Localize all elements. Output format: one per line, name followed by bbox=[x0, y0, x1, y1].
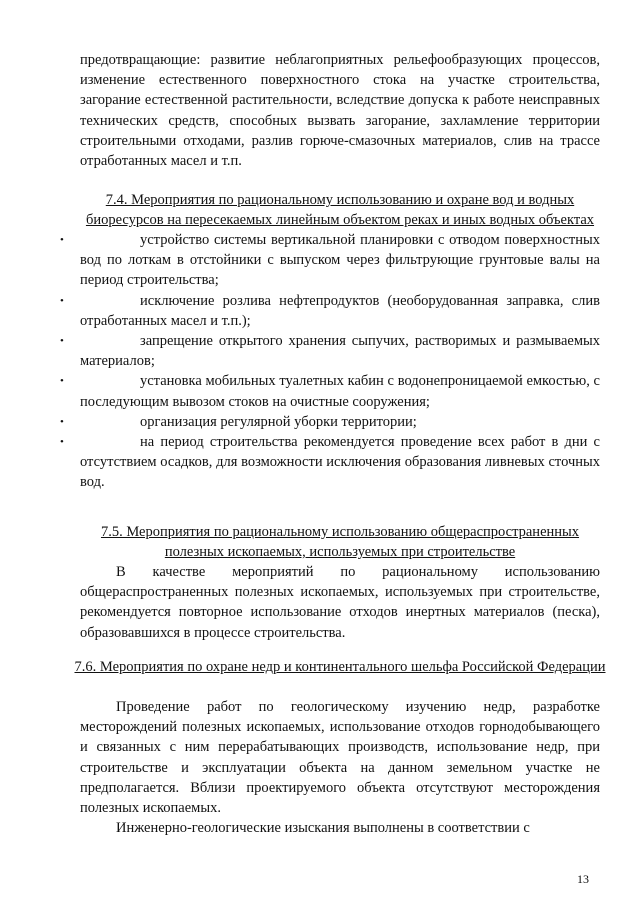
bullet-icon: • bbox=[60, 375, 64, 388]
list-item bbox=[60, 371, 600, 411]
section-7-5-paragraph: В качестве мероприятий по рациональному использованию общераспространенных полезных ископаемых, используемых при строительстве, рекомендуется повторное использование отходов инертных материалов (песка), образовавшихся в процессе строительства. bbox=[80, 564, 600, 641]
list-item-text: установка мобильных туалетных кабин с водонепроницаемой емкостью, с последующим вывозом стоков на очистные сооружения; bbox=[80, 373, 600, 410]
bullet-icon: • bbox=[60, 335, 64, 348]
list-item bbox=[60, 331, 600, 371]
section-7-5-heading: 7.5. Мероприятия по рациональному использованию общераспространенных полезных ископаемых, используемых при строительстве bbox=[100, 524, 580, 561]
list-item-text: запрещение открытого хранения сыпучих, растворимых и размываемых материалов; bbox=[80, 333, 600, 370]
page-number: 13 bbox=[577, 872, 589, 886]
bullet-icon: • bbox=[60, 415, 64, 428]
section-7-6-heading: 7.6. Мероприятия по охране недр и континентального шельфа Российской Федерации bbox=[74, 659, 606, 675]
bullet-icon: • bbox=[60, 436, 64, 449]
section-7-6-paragraph-2: Инженерно-геологические изыскания выполнены в соответствии с bbox=[116, 820, 530, 836]
list-item-text: на период строительства рекомендуется проведение всех работ в дни с отсутствием осадков, для возможности исключения образования ливневых сточных вод. bbox=[80, 434, 600, 491]
list-item-text: организация регулярной уборки территории; bbox=[140, 413, 417, 430]
list-item-text: устройство системы вертикальной планировки с отводом поверхностных вод по лоткам в отстойники с выпуском через фильтрующие грунтовые валы на период строительства; bbox=[80, 232, 600, 289]
bullet-icon: • bbox=[60, 234, 64, 246]
list-item-text: исключение розлива нефтепродуктов (необорудованная заправка, слив отработанных масел и т.п.); bbox=[80, 292, 600, 329]
bullet-icon: • bbox=[60, 294, 64, 307]
list-item bbox=[60, 230, 600, 291]
intro-paragraph: предотвращающие: развитие неблагоприятных рельефообразующих процессов, изменение естественного поверхностного стока на участке строительства, загорание естественной растительности, вследствие допуска к работе неисправных технических средств, способных вызвать загорание, захламление территории строительными отходами, разлив горюче-смазочных материалов, слив на трассе отработанных масел и т.п. bbox=[80, 52, 600, 170]
list-item bbox=[60, 412, 600, 432]
section-7-6-paragraph-1: Проведение работ по геологическому изучению недр, разработке месторождений полезных ископаемых, использование отходов горнодобывающего и связанных с ним перерабатывающих производств, использование недр, при строительстве и эксплуатации объекта на данном земельном участке не предполагается. Вблизи проектируемого объекта отсутствуют месторождения полезных ископаемых. bbox=[80, 699, 600, 817]
section-7-4-heading: 7.4. Мероприятия по рациональному использованию и охране вод и водных биоресурсов на пересекаемых линейным объектом реках и иных водных объектах bbox=[85, 192, 595, 229]
list-item bbox=[60, 432, 600, 493]
section-7-4-list bbox=[60, 230, 600, 493]
list-item bbox=[60, 291, 600, 331]
